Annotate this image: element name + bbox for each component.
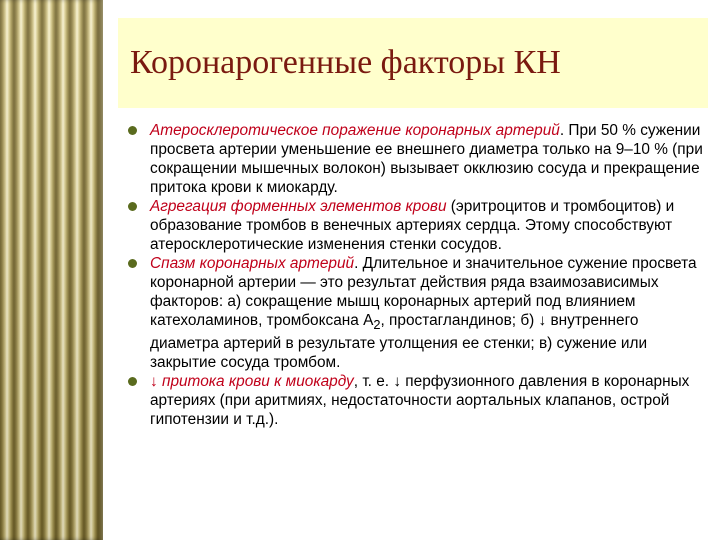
- list-item: [128, 372, 703, 429]
- item-text: . При 50 % сужении просвета артерии уменьшение ее внешнего диаметра только на 9–10 % (при сокращении мышечных волокон) вызывает окклюзию сосуда и прекращение притока крови к миокарду.: [150, 122, 703, 196]
- item-lead: Спазм коронарных артерий: [150, 255, 355, 272]
- list-item: [128, 254, 703, 372]
- bullet-icon: [128, 259, 137, 268]
- item-lead: Агрегация форменных элементов крови: [150, 198, 447, 215]
- title-box: [118, 18, 708, 108]
- bullet-icon: [128, 202, 137, 211]
- bullet-icon: [128, 126, 137, 135]
- subscript: 2: [373, 317, 381, 333]
- item-lead: Атеросклеротическое поражение коронарных артерий: [150, 122, 560, 139]
- slide-title: Коронарогенные факторы КН: [130, 44, 561, 81]
- decorative-left-band-shade: [0, 0, 103, 540]
- item-text: . Длительное и значительное сужение просвета коронарной артерии — это результат действия ряда взаимозависимых факторов: а) сокращение мышц коронарных артерий под влиянием катехоламинов, тромбоксана А: [150, 255, 697, 329]
- list-item: [128, 197, 703, 254]
- item-lead: ↓ притока крови к миокарду: [150, 373, 354, 391]
- item-text-continued: , простагландинов; б) ↓ внутреннего диаметра артерий в результате утолщения ее стенки; в) сужение или закрытие сосуда тромбом.: [150, 312, 648, 372]
- list-item: [128, 121, 703, 197]
- item-text: (эритроцитов и тромбоцитов) и образование тромбов в венечных артериях сердца. Этому способствуют атеросклеротические изменения стенки сосудов.: [150, 198, 675, 253]
- bullet-icon: [128, 377, 137, 386]
- item-text: , т. е. ↓ перфузионного давления в коронарных артериях (при аритмиях, недостаточности аортальных клапанов, острой гипотензии и т.д.).: [150, 373, 690, 429]
- bullet-list: [128, 121, 703, 429]
